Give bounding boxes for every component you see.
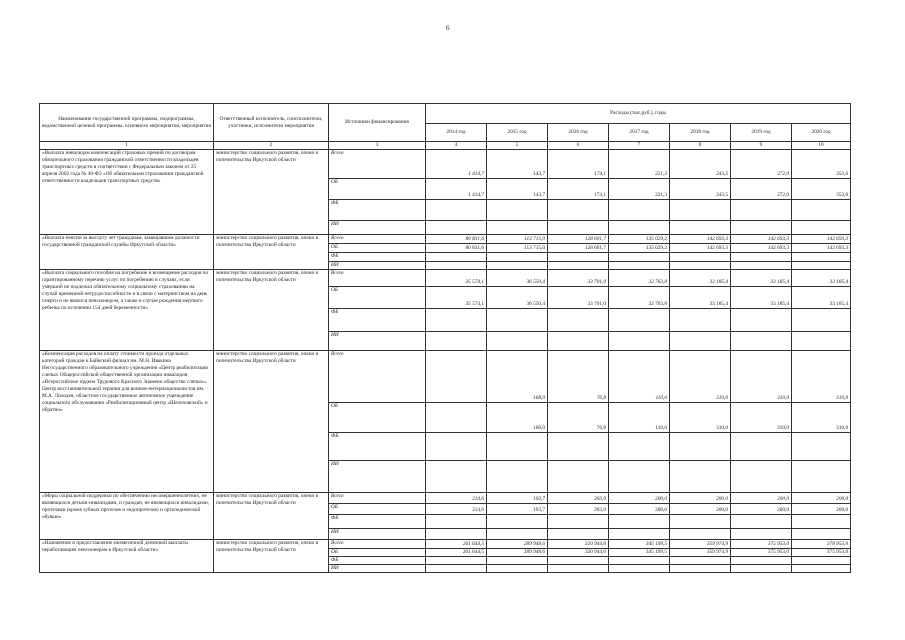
expense-value: 200,0 <box>731 493 792 504</box>
expense-value <box>548 433 609 461</box>
funding-source: Всего <box>329 540 426 549</box>
expense-value <box>548 332 609 351</box>
funding-source: Всего <box>329 150 426 179</box>
expense-value: 200,0 <box>731 504 792 515</box>
expense-value <box>792 529 851 540</box>
budget-table <box>39 103 851 573</box>
column-number: 7 <box>609 142 670 150</box>
expense-value <box>670 529 731 540</box>
expense-value: 375 953,0 <box>731 549 792 557</box>
expense-value <box>670 200 731 221</box>
expense-value <box>609 200 670 221</box>
expense-value: 378 953,0 <box>792 540 851 549</box>
expense-value <box>670 253 731 262</box>
expense-value: 203,9 <box>548 504 609 515</box>
expense-value: 353,6 <box>792 179 851 200</box>
funding-source: ОБ <box>329 244 426 253</box>
expense-value <box>548 309 609 332</box>
expense-value: 142 693,3 <box>731 235 792 244</box>
table-row <box>40 270 851 287</box>
event-name: «Меры социальной поддержки по обеспечению несовершеннолетних, не являющихся детьми-инвалидами, и граждан, не являющихся инвалидами, протезами (кроме зубных протезов и эндопротезов) и ортопедической обувью» <box>40 493 214 540</box>
expense-value <box>609 433 670 461</box>
funding-source: ОБ <box>329 287 426 309</box>
expense-value: 168,0 <box>487 351 548 403</box>
event-name: «Выплата социального пособия на погребение и возмещение расходов по гарантированному перечню услуг по погребению в случаях, если умерший не подлежал обязательному социальному страхованию на случай временной нетрудоспособности и в связи с материнством на день смерти и не являлся пенсионером, а также в случае рождения мертвого ребенка по истечении 154 дней беременности» <box>40 270 214 351</box>
header-year: 2017 год <box>609 124 670 142</box>
expense-value <box>731 515 792 529</box>
expense-value <box>426 262 487 270</box>
expense-value: 168,0 <box>487 403 548 433</box>
expense-value <box>670 221 731 235</box>
expense-value <box>731 433 792 461</box>
header-name: Наименование государственной программы, подпрограммы, ведомственной целевой программы, основного мероприятия, мероприятия <box>40 104 214 142</box>
event-name: «Назначение и предоставление ежемесячной денежной выплаты неработающим пенсионерам в Иркутской области» <box>40 540 214 573</box>
expense-value: 142 693,3 <box>670 235 731 244</box>
expense-value: 214,6 <box>426 493 487 504</box>
expense-value: 193,7 <box>487 493 548 504</box>
expense-value: 143,7 <box>487 150 548 179</box>
expense-value <box>487 529 548 540</box>
expense-value <box>792 221 851 235</box>
funding-source: Всего <box>329 351 426 403</box>
column-number: 10 <box>792 142 851 150</box>
expense-value <box>731 262 792 270</box>
expense-value: 80 831,6 <box>426 235 487 244</box>
expense-value: 345 199,5 <box>609 549 670 557</box>
expense-value <box>731 461 792 493</box>
column-number: 6 <box>548 142 609 150</box>
expense-value <box>792 332 851 351</box>
funding-source: ОБ <box>329 403 426 433</box>
expense-value <box>670 309 731 332</box>
expense-value <box>426 351 487 403</box>
expense-value <box>487 200 548 221</box>
expense-value: 289 948,6 <box>487 540 548 549</box>
expense-value: 310,0 <box>792 351 851 403</box>
expense-value <box>487 262 548 270</box>
expense-value <box>487 461 548 493</box>
expense-value: 1 414,7 <box>426 179 487 200</box>
funding-source: Всего <box>329 493 426 504</box>
executor: министерство социального развития, опеки и попечительства Иркутской области <box>214 351 329 493</box>
expense-value <box>731 557 792 565</box>
executor: министерство социального развития, опеки и попечительства Иркутской области <box>214 540 329 573</box>
expense-value: 200,0 <box>792 493 851 504</box>
expense-value: 32 763,8 <box>609 270 670 287</box>
expense-value <box>426 565 487 573</box>
expense-value: 320 944,6 <box>548 540 609 549</box>
expense-value: 143,7 <box>487 179 548 200</box>
expense-value: 261 644,5 <box>426 540 487 549</box>
expense-value: 110,0 <box>609 351 670 403</box>
expense-value <box>609 565 670 573</box>
expense-value: 135 029,2 <box>609 244 670 253</box>
expense-value: 243,5 <box>670 150 731 179</box>
funding-source: Всего <box>329 235 426 244</box>
expense-value <box>426 433 487 461</box>
event-name: «Выплата инвалидам компенсаций страховых премий по договорам обязательного страхования гражданской ответственности владельцев транспортных средств в соответствии с Федеральным законом от 25 апреля 2002 года № 40-ФЗ «Об обязательном страховании гражданской ответственности владельцев транспортных средств» <box>40 150 214 235</box>
expense-value: 33 185,4 <box>670 270 731 287</box>
expense-value: 203,9 <box>548 493 609 504</box>
expense-value <box>792 200 851 221</box>
expense-value <box>731 221 792 235</box>
table-row <box>40 235 851 244</box>
expense-value: 33 185,4 <box>731 270 792 287</box>
expense-value <box>609 332 670 351</box>
expense-value: 375 953,0 <box>792 549 851 557</box>
expense-value <box>731 332 792 351</box>
executor: министерство социального развития, опеки и попечительства Иркутской области <box>214 493 329 540</box>
expense-value <box>426 557 487 565</box>
table-row <box>40 540 851 549</box>
expense-value <box>731 529 792 540</box>
expense-value <box>670 565 731 573</box>
header-expenses: Расходы (тыс.руб.), годы <box>426 104 851 124</box>
expense-value: 345 199,5 <box>609 540 670 549</box>
header-year: 2019 год <box>731 124 792 142</box>
expense-value <box>609 515 670 529</box>
expense-value <box>426 403 487 433</box>
expense-value <box>548 200 609 221</box>
expense-value: 272,0 <box>731 150 792 179</box>
expense-value <box>609 529 670 540</box>
expense-value <box>487 309 548 332</box>
expense-value: 32 763,8 <box>609 287 670 309</box>
expense-value: 33 701,0 <box>548 287 609 309</box>
expense-value: 289 948,6 <box>487 549 548 557</box>
column-number: 3 <box>329 142 426 150</box>
expense-value <box>548 262 609 270</box>
funding-source: ИИ <box>329 529 426 540</box>
event-name: «Выплата пенсии за выслугу лет гражданам, замещавшим должности государственной гражданской службы Иркутской области» <box>40 235 214 270</box>
expense-value <box>548 515 609 529</box>
expense-value <box>548 221 609 235</box>
expense-value: 174,1 <box>548 150 609 179</box>
expense-value: 35 574,1 <box>426 287 487 309</box>
expense-value <box>548 557 609 565</box>
funding-source: ИИ <box>329 332 426 351</box>
expense-value: 359 974,9 <box>670 540 731 549</box>
table-row <box>40 493 851 504</box>
expense-value <box>670 557 731 565</box>
expense-value: 142 693,3 <box>792 235 851 244</box>
expense-value: 193,7 <box>487 504 548 515</box>
expense-value <box>731 309 792 332</box>
funding-source: ИИ <box>329 262 426 270</box>
expense-value <box>548 529 609 540</box>
expense-value <box>670 262 731 270</box>
column-number: 9 <box>731 142 792 150</box>
expense-value: 272,0 <box>731 179 792 200</box>
header-year: 2015 год <box>487 124 548 142</box>
column-number: 2 <box>214 142 329 150</box>
funding-source: ОБ <box>329 504 426 515</box>
expense-value <box>487 253 548 262</box>
expense-value: 375 953,0 <box>731 540 792 549</box>
expense-value: 76,8 <box>548 403 609 433</box>
expense-value: 359 974,9 <box>670 549 731 557</box>
expense-value: 200,0 <box>609 504 670 515</box>
expense-value <box>487 515 548 529</box>
funding-source: ФБ <box>329 253 426 262</box>
expense-value <box>487 433 548 461</box>
funding-source: ИИ <box>329 461 426 493</box>
funding-source: ИИ <box>329 221 426 235</box>
expense-value <box>426 332 487 351</box>
expense-value <box>426 529 487 540</box>
expense-value: 310,0 <box>670 351 731 403</box>
column-number: 4 <box>426 142 487 150</box>
funding-source: ФБ <box>329 433 426 461</box>
expense-value <box>548 253 609 262</box>
expense-value <box>670 461 731 493</box>
expense-value <box>609 557 670 565</box>
expense-value <box>548 461 609 493</box>
expense-value <box>731 565 792 573</box>
funding-source: ФБ <box>329 309 426 332</box>
expense-value: 200,0 <box>670 504 731 515</box>
expense-value <box>792 557 851 565</box>
expense-value: 320 944,6 <box>548 549 609 557</box>
table-body <box>40 150 851 573</box>
expense-value: 310,0 <box>731 403 792 433</box>
expense-value <box>792 461 851 493</box>
page-number: 6 <box>446 24 450 32</box>
header-executor: Ответственный исполнитель, соисполнители, участники, исполнители мероприятия <box>214 104 329 142</box>
funding-source: ИИ <box>329 565 426 573</box>
header-year: 2018 год <box>670 124 731 142</box>
expense-value <box>548 565 609 573</box>
expense-value: 200,0 <box>670 493 731 504</box>
expense-value: 214,6 <box>426 504 487 515</box>
expense-value <box>487 332 548 351</box>
expense-value: 80 831,6 <box>426 244 487 253</box>
event-name: «Компенсация расходов на оплату стоимости проезда отдельных категорий граждан к Байкский филиал им. М.Н. Ивакина Негосударственного образовательного учреждения «Центр реабилитации слепых Общероссийской общественной организации инвалидов «Всероссийское ордена Трудового Красного Знамени общество слепых». Центр восстановительной терапии для воинов-интернационалистов им. М.А. Лиходея, областное государственное автономное учреждение социального обслуживания «Реабилитационный центр «Шелеховский» и обратно» <box>40 351 214 493</box>
expense-value <box>731 200 792 221</box>
expense-value <box>487 565 548 573</box>
table-row <box>40 150 851 179</box>
expense-value <box>609 221 670 235</box>
funding-source: Всего <box>329 270 426 287</box>
header-year: 2020 год <box>792 124 851 142</box>
expense-value: 1 414,7 <box>426 150 487 179</box>
expense-value: 200,0 <box>792 504 851 515</box>
expense-value: 33 185,4 <box>792 270 851 287</box>
expense-value: 142 693,3 <box>792 244 851 253</box>
funding-source: ОБ <box>329 549 426 557</box>
expense-value <box>792 515 851 529</box>
expense-value: 310,0 <box>731 351 792 403</box>
funding-source: ФБ <box>329 557 426 565</box>
expense-value: 128 601,7 <box>548 244 609 253</box>
expense-value <box>792 309 851 332</box>
expense-value: 36 550,4 <box>487 270 548 287</box>
expense-value <box>670 433 731 461</box>
expense-value: 33 185,4 <box>792 287 851 309</box>
expense-value <box>731 253 792 262</box>
column-number: 8 <box>670 142 731 150</box>
expense-value: 221,3 <box>609 150 670 179</box>
expense-value: 110,0 <box>609 403 670 433</box>
expense-value: 142 693,3 <box>731 244 792 253</box>
expense-value <box>487 557 548 565</box>
expense-value: 113 715,0 <box>487 244 548 253</box>
expense-value: 174,1 <box>548 179 609 200</box>
funding-source: ФБ <box>329 515 426 529</box>
expense-value <box>670 515 731 529</box>
funding-source: ОБ <box>329 179 426 200</box>
expense-value: 353,6 <box>792 150 851 179</box>
executor: министерство социального развития, опеки и попечительства Иркутской области <box>214 270 329 351</box>
expense-value: 261 644,5 <box>426 549 487 557</box>
expense-value <box>426 200 487 221</box>
expense-value <box>609 309 670 332</box>
column-number: 1 <box>40 142 214 150</box>
header-source: Источники финансирования <box>329 104 426 142</box>
expense-value <box>426 461 487 493</box>
expense-value <box>792 262 851 270</box>
expense-value: 33 701,0 <box>548 270 609 287</box>
expense-value: 33 185,4 <box>670 287 731 309</box>
table-row <box>40 351 851 403</box>
expense-value: 310,0 <box>670 403 731 433</box>
column-number: 5 <box>487 142 548 150</box>
expense-value: 135 029,2 <box>609 235 670 244</box>
executor: министерство социального развития, опеки и попечительства Иркутской области <box>214 150 329 235</box>
expense-value <box>426 221 487 235</box>
expense-value <box>426 515 487 529</box>
expense-value: 243,5 <box>670 179 731 200</box>
expense-value: 142 693,3 <box>670 244 731 253</box>
expense-value <box>792 433 851 461</box>
expense-value <box>426 253 487 262</box>
expense-value <box>792 565 851 573</box>
expense-value: 33 185,4 <box>731 287 792 309</box>
expense-value <box>426 309 487 332</box>
expense-value <box>792 253 851 262</box>
funding-source: ФБ <box>329 200 426 221</box>
executor: министерство социального развития, опеки и попечительства Иркутской области <box>214 235 329 270</box>
expense-value: 310,0 <box>792 403 851 433</box>
expense-value <box>670 332 731 351</box>
header-year: 2016 год <box>548 124 609 142</box>
expense-value: 113 715,0 <box>487 235 548 244</box>
expense-value <box>609 461 670 493</box>
expense-value: 128 601,7 <box>548 235 609 244</box>
expense-value: 35 574,1 <box>426 270 487 287</box>
expense-value: 36 550,4 <box>487 287 548 309</box>
expense-value <box>609 253 670 262</box>
expense-value: 200,0 <box>609 493 670 504</box>
header-year: 2014 год <box>426 124 487 142</box>
expense-value <box>609 262 670 270</box>
expense-value <box>487 221 548 235</box>
expense-value: 76,8 <box>548 351 609 403</box>
expense-value: 221,3 <box>609 179 670 200</box>
